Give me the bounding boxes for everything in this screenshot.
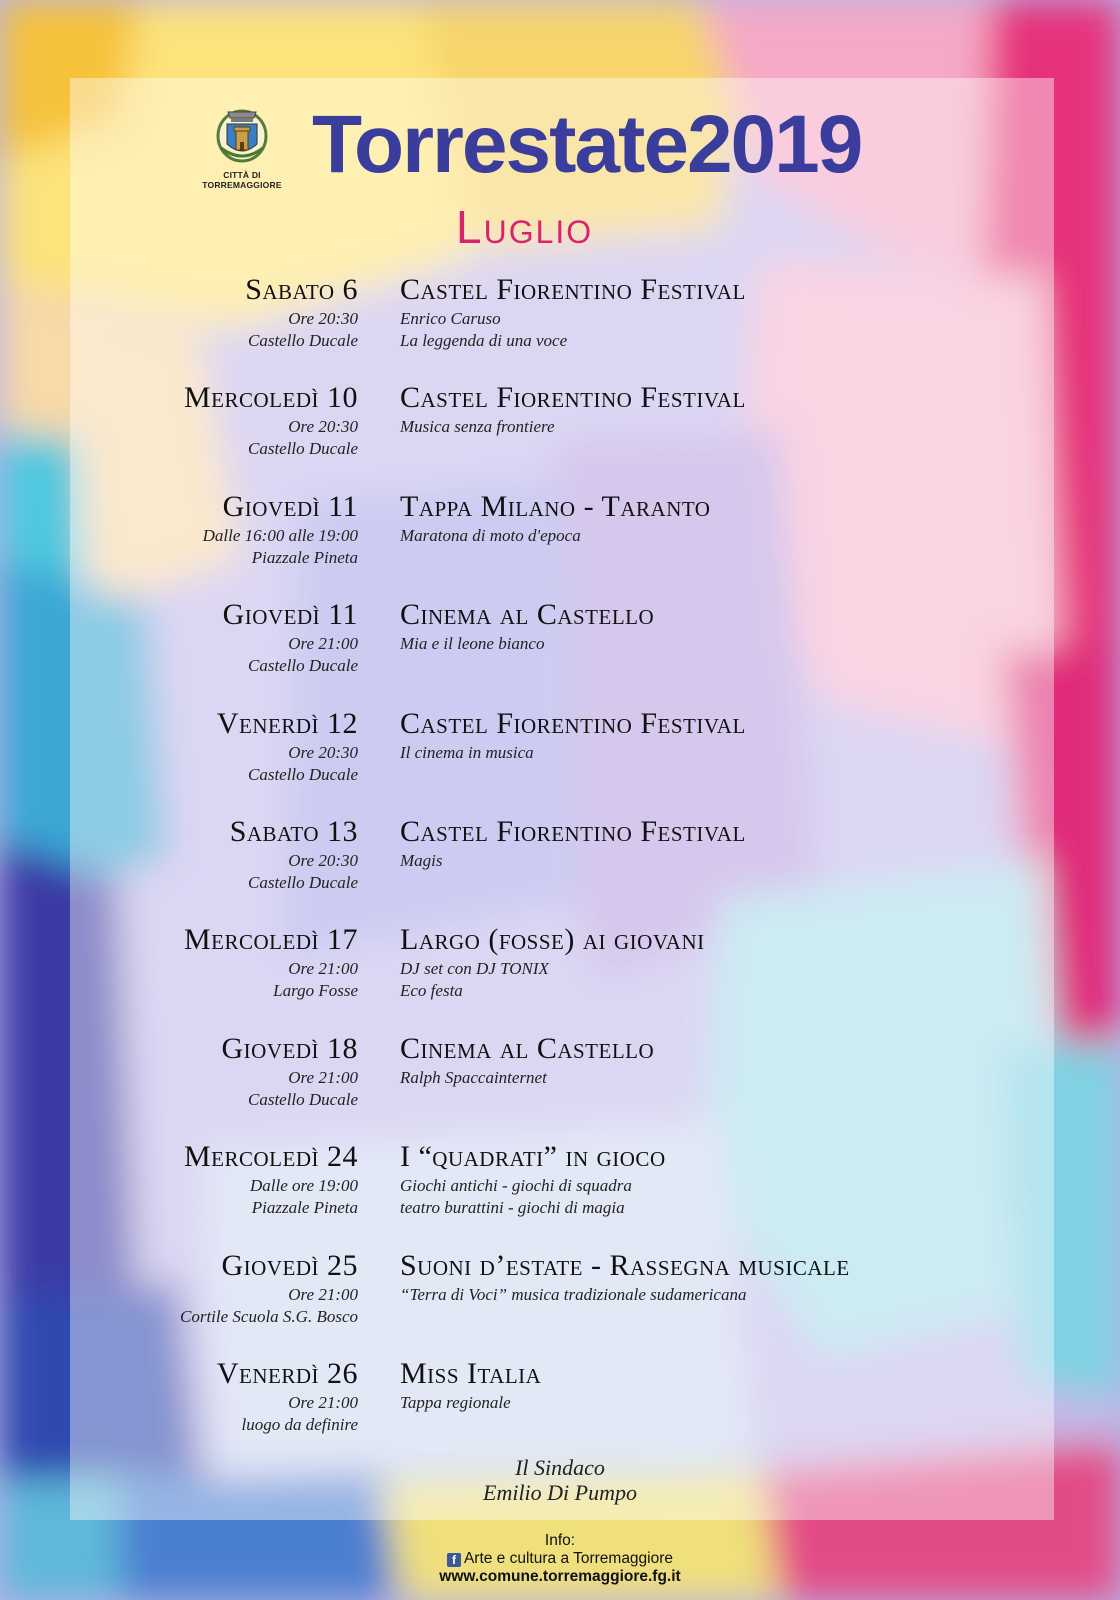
- info-footer: [0, 1532, 1120, 1586]
- event-row: [0, 597, 1120, 697]
- event-detail: Mia e il leone bianco: [400, 634, 545, 653]
- event-name: I “quadrati” in gioco: [400, 1140, 666, 1173]
- event-detail: “Terra di Voci” musica tradizionale sudamericana: [400, 1285, 747, 1304]
- event-time: Ore 20:30: [288, 743, 358, 762]
- event-detail: Maratona di moto d'epoca: [400, 526, 581, 545]
- event-day: Giovedì 11: [222, 490, 358, 523]
- event-name: Castel Fiorentino Festival: [400, 381, 746, 414]
- event-time: Ore 21:00: [288, 1393, 358, 1412]
- coat-of-arms-icon: [215, 106, 269, 164]
- logo-caption: CITTÀ DI TORREMAGGIORE: [202, 170, 282, 190]
- event-detail: Giochi antichi - giochi di squadra: [400, 1176, 632, 1195]
- event-detail: Eco festa: [400, 981, 463, 1000]
- event-detail: Il cinema in musica: [400, 743, 534, 762]
- mayor-signature: [410, 1455, 710, 1505]
- event-place: Castello Ducale: [247, 765, 358, 784]
- event-place: Piazzale Pineta: [251, 548, 358, 567]
- event-time: Ore 20:30: [288, 309, 358, 328]
- event-place: luogo da definire: [241, 1415, 358, 1434]
- event-day: Sabato 13: [229, 815, 358, 848]
- event-day: Venerdì 26: [216, 1357, 358, 1390]
- event-detail: Ralph Spaccainternet: [400, 1068, 547, 1087]
- event-place: Castello Ducale: [247, 331, 358, 350]
- event-row: [0, 489, 1120, 589]
- event-place: Castello Ducale: [247, 656, 358, 675]
- event-name: Largo (fosse) ai giovani: [400, 923, 705, 956]
- event-name: Suoni d’estate - Rassegna musicale: [400, 1249, 850, 1282]
- facebook-page-text: Arte e cultura a Torremaggiore: [463, 1550, 674, 1567]
- event-time: Ore 20:30: [288, 851, 358, 870]
- event-day: Giovedì 25: [221, 1249, 358, 1282]
- event-row: [0, 814, 1120, 914]
- mayor-name: Emilio Di Pumpo: [483, 1480, 637, 1505]
- event-row: [0, 922, 1120, 1022]
- website-link[interactable]: www.comune.torremaggiore.fg.it: [439, 1568, 681, 1585]
- event-day: Giovedì 11: [222, 598, 358, 631]
- event-place: Castello Ducale: [247, 873, 358, 892]
- event-time: Ore 21:00: [288, 634, 358, 653]
- event-place: Castello Ducale: [247, 1090, 358, 1109]
- event-day: Sabato 6: [245, 273, 358, 306]
- event-row: [0, 1139, 1120, 1239]
- event-row: [0, 1356, 1120, 1456]
- month-heading: Luglio: [456, 201, 594, 253]
- event-row: [0, 1031, 1120, 1131]
- city-logo: [186, 106, 298, 190]
- facebook-link[interactable]: [0, 1550, 1120, 1568]
- event-day: Mercoledì 17: [184, 923, 358, 956]
- event-detail: Tappa regionale: [400, 1393, 511, 1412]
- event-row: [0, 706, 1120, 806]
- event-place: Castello Ducale: [247, 439, 358, 458]
- mayor-role: Il Sindaco: [515, 1455, 605, 1480]
- event-detail: Enrico Caruso: [400, 309, 501, 328]
- event-place: Largo Fosse: [273, 981, 358, 1000]
- event-detail: DJ set con DJ TONIX: [400, 959, 549, 978]
- event-name: Castel Fiorentino Festival: [400, 707, 746, 740]
- event-detail: Musica senza frontiere: [400, 417, 555, 436]
- event-row: [0, 1248, 1120, 1348]
- event-detail: Magis: [400, 851, 443, 870]
- event-time: Ore 21:00: [288, 959, 358, 978]
- event-place: Piazzale Pineta: [251, 1198, 358, 1217]
- event-detail: teatro burattini - giochi di magia: [400, 1198, 625, 1217]
- event-name: Castel Fiorentino Festival: [400, 273, 746, 306]
- event-name: Miss Italia: [400, 1357, 542, 1390]
- event-name: Castel Fiorentino Festival: [400, 815, 746, 848]
- event-time: Ore 20:30: [288, 417, 358, 436]
- event-name: Tappa Milano - Taranto: [400, 490, 711, 523]
- facebook-icon: f: [447, 1553, 461, 1567]
- event-row: [0, 272, 1120, 372]
- info-label: Info:: [544, 1532, 576, 1549]
- event-time: Ore 21:00: [288, 1068, 358, 1087]
- event-time: Ore 21:00: [288, 1285, 358, 1304]
- event-detail: La leggenda di una voce: [400, 331, 568, 350]
- event-day: Mercoledì 24: [184, 1140, 358, 1173]
- event-day: Mercoledì 10: [184, 381, 358, 414]
- event-name: Cinema al Castello: [400, 1032, 655, 1065]
- event-day: Giovedì 18: [221, 1032, 358, 1065]
- page-title: Torrestate2019: [312, 99, 862, 190]
- event-place: Cortile Scuola S.G. Bosco: [179, 1307, 358, 1326]
- event-time: Dalle ore 19:00: [250, 1176, 358, 1195]
- event-row: [0, 380, 1120, 480]
- event-day: Venerdì 12: [216, 707, 358, 740]
- event-time: Dalle 16:00 alle 19:00: [202, 526, 358, 545]
- event-name: Cinema al Castello: [400, 598, 655, 631]
